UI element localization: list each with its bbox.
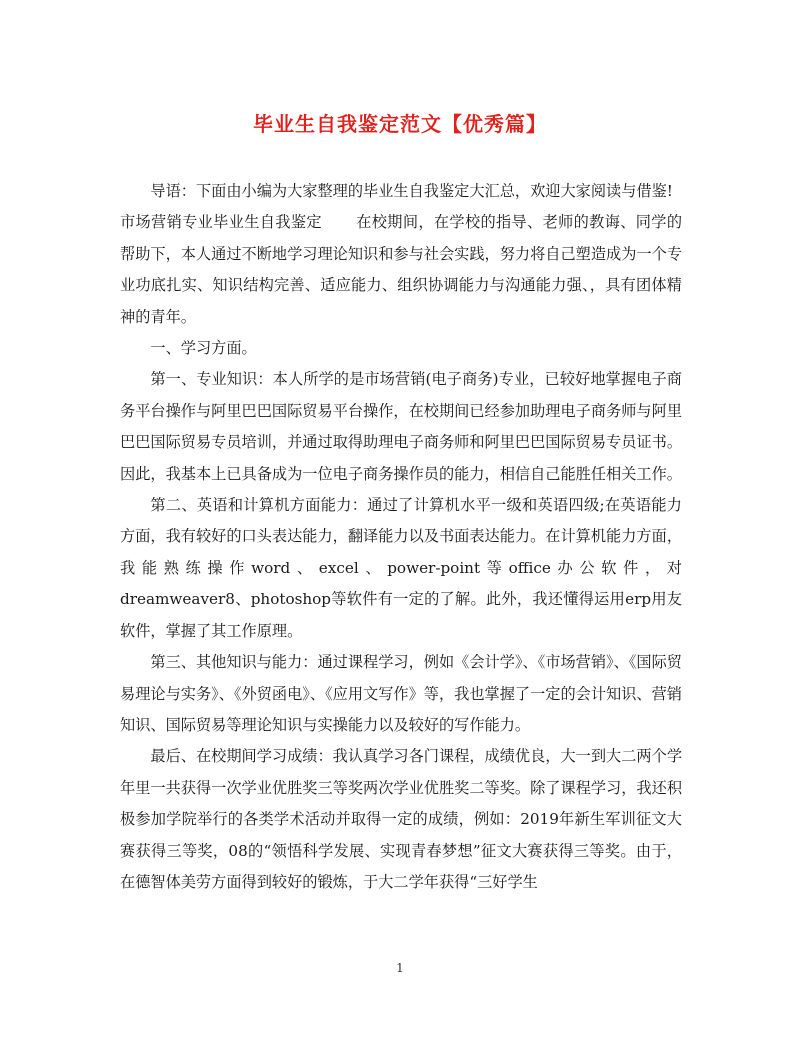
section-heading: 市场营销专业毕业生自我鉴定: [120, 213, 322, 232]
document-title: 毕业生自我鉴定范文【优秀篇】: [253, 112, 547, 136]
english-computer-paragraph: 第二、英语和计算机方面能力：通过了计算机水平一级和英语四级;在英语能力方面，我有较好的口头表达能力，翻译能力以及书面表达能力。在计算机能力方面，我能熟练操作word、excel、power-point等office办公软件，对dreamweaver8、photoshop等软件有一定的了解。此外，我还懂得运用erp用友软件，掌握了其工作原理。: [120, 496, 682, 640]
section-lead: 在校期间，在学校的指导、老师的教诲、同学的帮助下，本人通过不断地学习理论知识和参与社会实践，努力将自己塑造成为一个专业功底扎实、知识结构完善、适应能力、组织协调能力与沟通能力强、，具有团体精神的青年。: [120, 213, 683, 326]
professional-paragraph: 第一、专业知识：本人所学的是市场营销(电子商务)专业，已较好地掌握电子商务平台操作与阿里巴巴国际贸易平台操作，在校期间已经参加助理电子商务师与阿里巴巴国际贸易专员培训，并通过取得助理电子商务师和阿里巴巴国际贸易专员证书。因此，我基本上已具备成为一位电子商务操作员的能力，相信自己能胜任相关工作。: [120, 370, 682, 483]
document-body: [120, 176, 682, 898]
study-results-paragraph: 最后、在校期间学习成绩：我认真学习各门课程，成绩优良，大一到大二两个学年里一共获得一次学业优胜奖三等奖两次学业优胜奖二等奖。除了课程学习，我还积极参加学院举行的各类学术活动并取得一定的成绩，例如：2019年新生军训征文大赛获得三等奖，08的“领悟科学发展、实现青春梦想”征文大赛获得三等奖。由于，在德智体美劳方面得到较好的锻炼，于大二学年获得“三好学生: [120, 747, 682, 891]
page-number: 1: [396, 961, 404, 975]
other-skills-paragraph: 第三、其他知识与能力：通过课程学习，例如《会计学》、《市场营销》、《国际贸易理论与实务》、《外贸函电》、《应用文写作》等，我也掌握了一定的会计知识、营销知识、国际贸易等理论知识与实操能力以及较好的写作能力。: [120, 653, 682, 734]
section-paragraph: [120, 207, 682, 333]
study-heading: 一、学习方面。: [150, 339, 257, 358]
intro-paragraph: 导语：下面由小编为大家整理的毕业生自我鉴定大汇总，欢迎大家阅读与借鉴!: [150, 182, 673, 200]
